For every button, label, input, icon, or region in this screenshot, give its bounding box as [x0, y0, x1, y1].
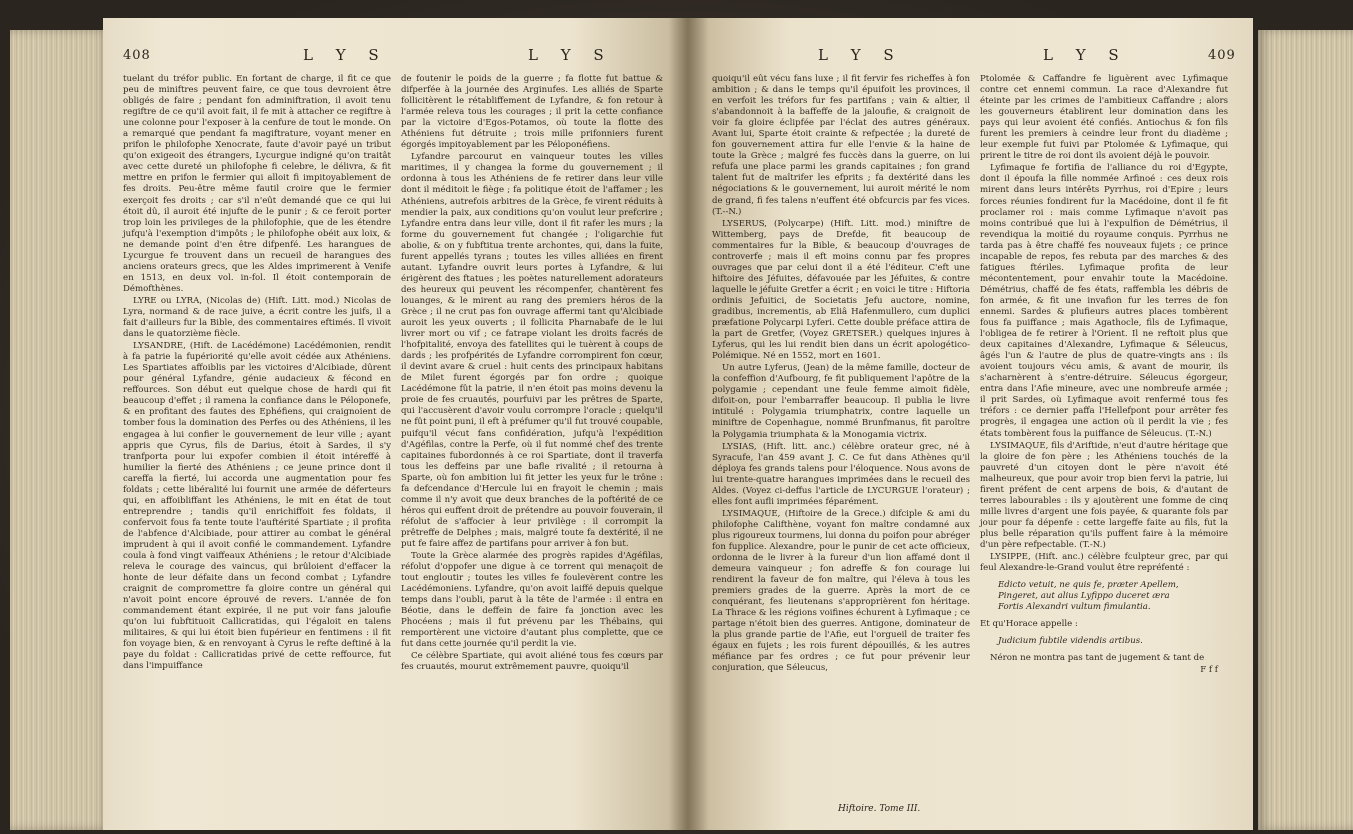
paragraph: LYRE ou LYRA, (Nicolas de) (Hift. Litt. mod.) Nicolas de Lyra, normand & de race juive, a écrit contre les juifs, il a fait d'ailleurs fur la Bible, des commentaires eftimés. Il vivoit dans le quatorzième fiècle.: [123, 295, 391, 340]
paragraph: LYSIPPE, (Hift. anc.) célèbre fculpteur grec, par qui feul Alexandre-le-Grand voulut être repréfenté :: [980, 552, 1228, 574]
paragraph: LYSANDRE, (Hift. de Lacédémone) Lacédémonien, rendit à fa patrie la fupériorité qu'elle avoit cédée aux Athéniens. Les Spartiates affoiblis par les victoires d'Alcibiade, dûrent pour général Lyfandre, génie audacieux & fécond en reffources. Son début eut quelque chose de hardi qui fit beaucoup d'effet ; il ramena la confiance dans le Péloponefe, & en profitant des fautes des Ephéfiens, qui craignoient de tomber fous la domination des Perfes ou des Athéniens, il les engagea à lui confier le gouvernement de leur ville ; ayant appris que Cyrus, fils de Darius, étoit à Sardes, il s'y tranfporta pour lui expofer combien il étoit intéreffé à humilier la fierté des Athéniens ; ce jeune prince dont il careffa la fierté, lui accorda une augmentation pour fes foldats ; cette libéralité lui fournit une armée de déferteurs qui, en affoibliffant les Athéniens, le mit en état de tout entreprendre ; tandis qu'il enrichiffoit fes foldats, il confervoit fous fa tente toute l'auftérité Spartiate ; il profita de l'abfence d'Alcibiade, pour attirer au combat le général imprudent à qui il avoit confié le commandement. Lyfandre coula à fond vingt vaiffeaux Athéniens ; le retour d'Alcibiade releva le courage des vaincus, qui brûloient d'effacer la honte de leur défaite dans un fecond combat ; Lyfandre craignit de compromettre fa gloire contre un général qui n'avoit point encore éprouvé de revers. L'année de fon commandement étant expirée, il ne put voir fans jaloufie qu'on lui fubftituoit Callicratidas, qui l'égaloit en talens militaires, & qui lui étoit bien fupérieur en fentimens : il fit fon voyage bien, & en renvoyant à Cyrus le refte deftiné à la paye du foldat : Callicratidas privé de cette reffource, fut dans l'impuiffance: [123, 341, 391, 672]
paragraph: Lyfandre parcourut en vainqueur toutes les villes maritimes, il y changea la forme du gouvernement ; il ordonna à tous les Athéniens de fe retirer dans leur ville dont il méditoit le fiège ; fa politique étoit de l'affamer ; les Athéniens, autrefois arbitres de la Grèce, fe virent réduits à mendier la paix, aux conditions qu'on voulut leur prefcrire ; Lyfandre entra dans leur ville, dont il fit rafer les murs ; la forme du gouvernement fut changée ; l'oligarchie fut abolie, & on y fubftitua trente archontes, qui, dans la fuite, furent appellés tyrans ; toutes les villes alliées en firent autant. Lyfandre ouvrit leurs portes à Lyfandre, & lui érigèrent des ftatues ; les poètes naturellement adorateurs des heureux qui peuvent les récompenfer, chantèrent fes louanges, & le mirent au rang des premiers héros de la Grèce ; il ne crut pas fon ouvrage affermi tant qu'Alcibiade auroit les yeux ouverts ; il follicita Pharnabafe de le lui livrer mort ou vif ; ce fatrape violant les droits facrés de l'hofpitalité, envoya des fatellites qui le tuèrent à coups de dards ; les profpérités de Lyfandre corrompirent fon cœur, il devint avare & cruel : huit cents des principaux habitans de Milet furent égorgés par fon ordre ; quoique Lacédémone fût la patrie, il n'en étoit pas moins devenu la proie de fes cruautés, pourfuivi par les prêtres de Sparte, qui l'accusèrent d'avoir voulu corrompre l'oracle ; quelqu'il ne fût point puni, il eft à préfumer qu'il fut trouvé coupable, puifqu'il vécut fans confidération, jufqu'à l'expédition d'Agéfilas, contre la Perfe, où il fut nommé chef des trente capitaines fubordonnés à ce roi Spartiate, dont il traverfa tous les deffeins par une bafle rivalité ; il retourna à Sparte, où fon ambition lui fit jetter les yeux fur le trône : fa defcendance d'Hercule lui en frayoit le chemin ; mais comme il n'y avoit que deux branches de la poftérité de ce héros qui euffent droit de prétendre au pouvoir fouverain, il réfolut de s'affocier à leur privilège : il corrompit la prêtreffe de Delphes ; mais, malgré toute fa dextérité, il ne put fe faire affez de partifans pour arriver à fon but.: [401, 152, 663, 549]
verse-line: Pingeret, aut alius Lyfippo duceret æra: [998, 591, 1170, 602]
paragraph: Toute la Grèce alarmée des progrès rapides d'Agéfilas, réfolut d'oppofer une digue à ce torrent qui menaçoit de tout engloutir ; toutes les villes fe foulevèrent contre les Lacédémoniens. Lyfandre, qu'on avoit laiffé depuis quelque temps dans l'oubli, parut à la tête de l'armée : il entra en Béotie, dans le deffein de faire fa jonction avec les Phocéens ; mais il fut prévenu par les Thébains, qui remportèrent une victoire d'autant plus complette, que ce fut dans cette journée qu'il perdit la vie.: [401, 551, 663, 650]
left-running-head-2: L Y S: [528, 46, 613, 64]
paragraph: tuelant du tréfor public. En fortant de charge, il fit ce que peu de miniftres peuvent faire, ce que tous devroient être obligés de faire ; pendant fon adminiftration, il avoit tenu regiftre de ce qu'il avoit fait, il fe mit à attacher ce regiftre à une colonne pour l'exposer à la cenfure de tout le monde. On a remarqué que pendant fa magiftrature, voyant mener en prifon le philofophe Xenocrate, faute d'avoir payé un tribut qu'on exigeoit des étrangers, Lycurgue indigné qu'on traitât avec cette dureté un philofophe fi celebre, le délivra, & fit mettre en prifon le fermier qui alloit fi impitoyablement de fes droits. Peu-être même fautil croire que le fermier exerçoit fes droits ; car s'il n'eût demandé que ce qui lui étoit dû, il auroit été injufte de le punir ; & ce feroit porter trop loin les privileges de la philofophie, que de les étendre jufqu'à l'exemption d'impôts ; le philofophe obéit aux loix, & ne demande point d'en être difpenfé. Les harangues de Lycurgue fe trouvent dans un recueil de harangues des anciens orateurs grecs, que les Aldes imprimerent à Venife en 1513, en deux vol. in-fol. Il étoit contemporain de Démofthènes.: [123, 74, 391, 294]
left-page-number: 408: [123, 48, 151, 63]
paragraph: Ce célèbre Spartiate, qui avoit aliéné tous fes cœurs par fes cruautés, mourut extrêmement pauvre, quoiqu'il: [401, 651, 663, 673]
right-running-head-2: L Y S: [1043, 46, 1128, 64]
right-page-edges: [1258, 30, 1353, 830]
latin-verse: [998, 580, 1228, 613]
verse-line: Judicium fubtile videndis artibus.: [998, 636, 1143, 647]
left-page-edges: [10, 30, 110, 830]
latin-verse: [998, 636, 1228, 647]
paragraph: quoiqu'il eût vécu fans luxe ; il fit fervir fes richeffes à fon ambition ; & dans le temps qu'il épuifoit les provinces, il en verfoit les tréfors fur fes partifans ; vain & altier, il s'abandonnoit à la baffeffe de la jaloufie, & craignoit de voir fa gloire éclipfée par l'éclat des autres généraux. Avant lui, Sparte étoit crainte & refpectée ; la dureté de fon gouvernement attira fur elle l'envie & la haine de toute la Grèce ; malgré fes fuccès dans la guerre, on lui refufa une place parmi les grands capitaines ; fon grand talent fut de maîtrifer les efprits ; fa dextérité dans les négociations & le gouvernement, lui auroit mérité le nom de grand, fi fes talens n'euffent été obfcurcis par fes vices. (T.--N.): [712, 74, 970, 217]
right-column-1: [712, 74, 970, 794]
paragraph: LYSIMAQUE, fils d'Ariftide, n'eut d'autre héritage que la gloire de fon père ; les Athéniens touchés de la pauvreté d'un citoyen dont le père n'avoit été malheureux, que pour avoir trop bien fervi la patrie, lui firent préfent de cent arpens de bois, & d'autant de terres labourables : ils y ajoutèrent une fomme de cinq mille livres d'argent une fois payée, & quarante fols par jour pour fa dépenfe : cette largeffe faite au fils, fut la plus belle réparation qu'ils puffent faire à la mémoire d'un père refpectable. (T.-N.): [980, 440, 1228, 550]
left-column-1: [123, 74, 391, 824]
right-page-number: 409: [1208, 48, 1236, 63]
signature-mark: F f f: [1200, 665, 1218, 676]
paragraph: LYSIAS, (Hift. litt. anc.) célèbre orateur grec, né à Syracufe, l'an 459 avant J. C. Ce fut dans Athènes qu'il déploya fes grands talens pour l'éloquence. Nous avons de lui trente-quatre harangues imprimées dans le recueil des Aldes. (Voyez ci-deffus l'article de LYCURGUE l'orateur) ; elles font aufli imprimées féparément.: [712, 441, 970, 507]
right-column-2: [980, 74, 1228, 824]
paragraph: Un autre Lyferus, (Jean) de la même famille, docteur de la confeffion d'Aufbourg, fe fit publiquement l'apôtre de la polygamie ; cependant une feule femme aimoit fidèle, difoit-on, pour l'embarraffer beaucoup. Il publia le livre intitulé : Polygamia triumphatrix, contre laquelle un miniftre de Copenhague, nommé Brunfmanus, fit paroître la Polygamia triumphata & la Monogamia victrix.: [712, 363, 970, 440]
paragraph: de foutenir le poids de la guerre ; fa flotte fut battue & difperfée à la journée des Arginufes. Les alliés de Sparte follicitèrent le rétabliffement de Lyfandre, & fon retour à l'armée releva tous les courages ; il prit la cette confiance par la victoire d'Egos-Potamos, où toute la flotte des Athéniens fut détruite ; trois mille prifonniers furent égorgés impitoyablement par les Péloponéfiens.: [401, 74, 663, 151]
paragraph: Néron ne montra pas tant de jugement & tant de: [990, 653, 1205, 664]
paragraph: Lyfimaque fe fortifia de l'alliance du roi d'Egypte, dont il époufa la fille nommée Arfinoé : ces deux rois mirent dans leurs intérêts Pyrrhus, roi d'Epire ; leurs forces réunies fondirent fur la Macédoine, dont il fe fit proclamer roi : mais comme Lyfimaque n'avoit pas moins contribué que lui à l'expulfion de Démétrius, il revendiqua la moitié du royaume conquis. Pyrrhus ne tarda pas à être chaffé fes nouveaux fujets ; ce prince incapable de repos, fes rebuta par des marches & des fatigues ftériles. Lyfimaque profita de leur mécontentement, pour envahir toute la Macédoine. Démétrius, chaffé de fes états, raffembla les débris de fon armée, & fit une invafion fur les terres de fon ennemi. Sardes & plufieurs autres places tombèrent fous fa puiffance ; mais Agathocle, fils de Lyfimaque, l'obligea de fe retirer à l'Orient. Il ne reftoit plus que deux capitaines d'Alexandre, Lyfimaque & Séleucus, âgés l'un & l'autre de plus de quatre-vingts ans : ils avoient toujours vécu amis, & avant de mourir, ils s'acharnèrent à s'entre-détruire. Séleucus égorgeur, entra dans l'Afie mineure, avec une nombreufe armée ; il prit Sardes, où Lyfimaque avoit renfermé tous fes tréfors : ce dernier paffa l'Hellefpont pour arrêter fes progrès, il engagea une action où il perdit la vie ; fes états tombèrent fous la puiffance de Séleucus. (T.-N.): [980, 163, 1228, 439]
paragraph: LYSIMAQUE, (Hiftoire de la Grece.) difciple & ami du philofophe Califthène, voyant fon maître condamné aux plus rigoureux tourmens, lui donna du poifon pour abréger fon fupplice. Alexandre, pour le punir de cet acte officieux, ordonna de le livrer à la fureur d'un lion affamé dont il demeura vainqueur ; fon adreffe & fon courage lui rendirent la faveur de fon maître, qui l'éleva à tous les premiers grades de la guerre. Après la mort de ce conquérant, fes lieutenans s'approprièrent fon héritage. La Thrace & les régions voifines échurent à Lyfimaque ; ce partage n'étoit bien des guerres. Antigone, dominateur de la plus grande partie de l'Afie, eut l'orgueil de traiter fes égaux en fujets ; les rois furent dépouillés, & les autres méfiance par fes ordres ; ce fut pour prévenir leur conjuration, que Séleucus,: [712, 508, 970, 674]
left-running-head-1: L Y S: [303, 46, 388, 64]
right-page-footer: Hiftoire. Tome III.: [838, 804, 921, 814]
left-column-2: [401, 74, 663, 824]
paragraph: Et qu'Horace appelle :: [980, 619, 1078, 630]
verse-line: Edicto vetuit, ne quis fe, præter Apellem,: [998, 580, 1179, 591]
book-gutter: [668, 18, 708, 830]
paragraph: LYSERUS, (Polycarpe) (Hift. Litt. mod.) miniftre de Wittemberg, pays de Drefde, fit beaucoup de commentaires fur la Bible, & beaucoup d'ouvrages de controverfe ; mais il eft moins connu par fes propres ouvrages que par celui dont il a été l'éditeur. C'eft une hiftoire des Jéfuites, défavouée par les Jéfuites, & contre laquelle le jéfuite Gretfer a écrit ; en voici le titre : Hiftoria ordinis Jefuitici, de Societatis Jefu auctore, nomine, gradibus, incrementis, ab Eliâ Hafenmullero, cum duplici præfatione Polycarpi Lyferi. Cette double préface attira de la part de Gretfer, (Voyez GRETSER.) quelques injures à Lyferus, qui les lui rendit bien dans un écrit apologético-Polémique. Né en 1552, mort en 1601.: [712, 218, 970, 362]
right-running-head-1: L Y S: [818, 46, 903, 64]
verse-line: Fortis Alexandri vultum fimulantia.: [998, 602, 1151, 613]
left-page: [103, 18, 688, 830]
paragraph: Ptolomée & Caffandre fe liguèrent avec Lyfimaque contre cet ennemi commun. La race d'Alexandre fut éteinte par les crimes de l'ambitieux Caffandre ; alors les gouverneurs établirent leur domination dans les pays qui leur avoient été confiés. Antiochus & fon fils furent les premiers à ceindre leur front du diadème ; leur exemple fut fuivi par Ptolomée & Lyfimaque, qui prirent le titre de roi dont ils avoient déjà le pouvoir.: [980, 74, 1228, 162]
right-page: [688, 18, 1253, 830]
